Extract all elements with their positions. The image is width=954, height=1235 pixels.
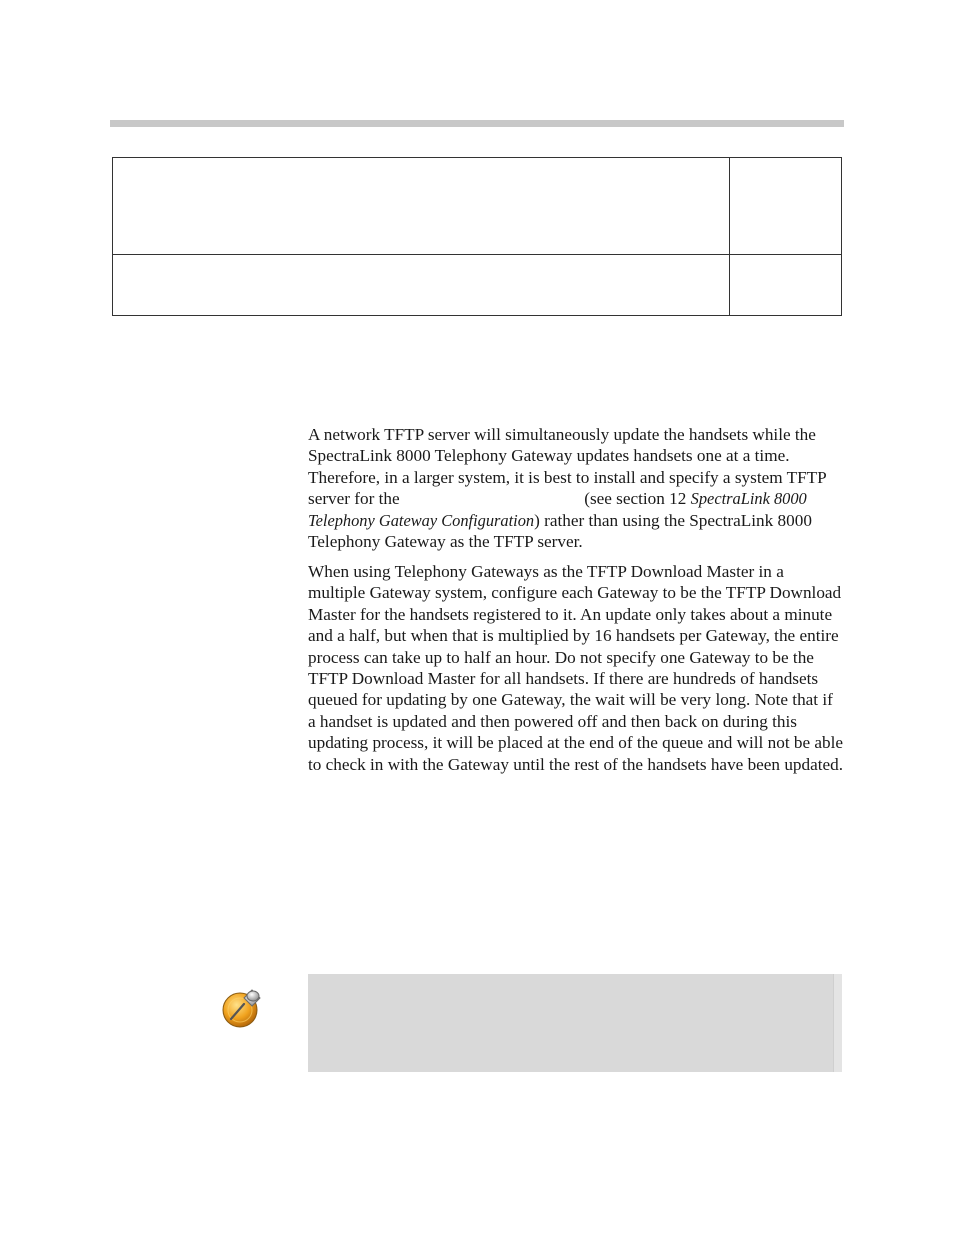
paragraph-text: (see section 12: [584, 489, 687, 509]
section-reference: SpectraLink 8000 Telephony Gateway Configuration: [308, 489, 807, 530]
paragraph-tftp-server: [308, 424, 844, 552]
note-box-edge: [833, 974, 842, 1072]
table-cell: [113, 254, 730, 315]
table-cell: [730, 158, 842, 255]
pushpin-note-icon: [218, 984, 266, 1032]
paragraph-text: A network TFTP server will simultaneously update the handsets while the SpectraLink 8000 Telephony Gateway updates handsets one at a time. Therefore, in a larger system, it is best to install and specify a system TFTP server for the: [308, 425, 827, 509]
table-cell: [113, 158, 730, 255]
table-row: [113, 158, 842, 255]
paragraph-download-master: [308, 561, 844, 775]
header-rule: [110, 120, 844, 127]
note-box: [308, 974, 842, 1072]
paragraph-text: When using Telephony Gateways as the TFTP Download Master in a multiple Gateway system, configure each Gateway to be the TFTP Download Master for the handsets registered to it. An update only takes about a minute and a half, but when that is multiplied by 16 handsets per Gateway, the entire process can take up to half an hour. Do not specify one Gateway to be the TFTP Download Master for all handsets. If there are hundreds of handsets queued for updating by one Gateway, the wait will be very long. Note that if a handset is updated and then powered off and then back on during this updating process, it will be placed at the end of the queue and will not be able to check in with the Gateway until the rest of the handsets have been updated.: [308, 562, 844, 774]
spec-table: [112, 157, 842, 316]
paragraph-text: ) rather than using the SpectraLink 8000 Telephony Gateway as the TFTP server.: [308, 510, 812, 552]
table-cell: [730, 254, 842, 315]
table-row: [113, 254, 842, 315]
